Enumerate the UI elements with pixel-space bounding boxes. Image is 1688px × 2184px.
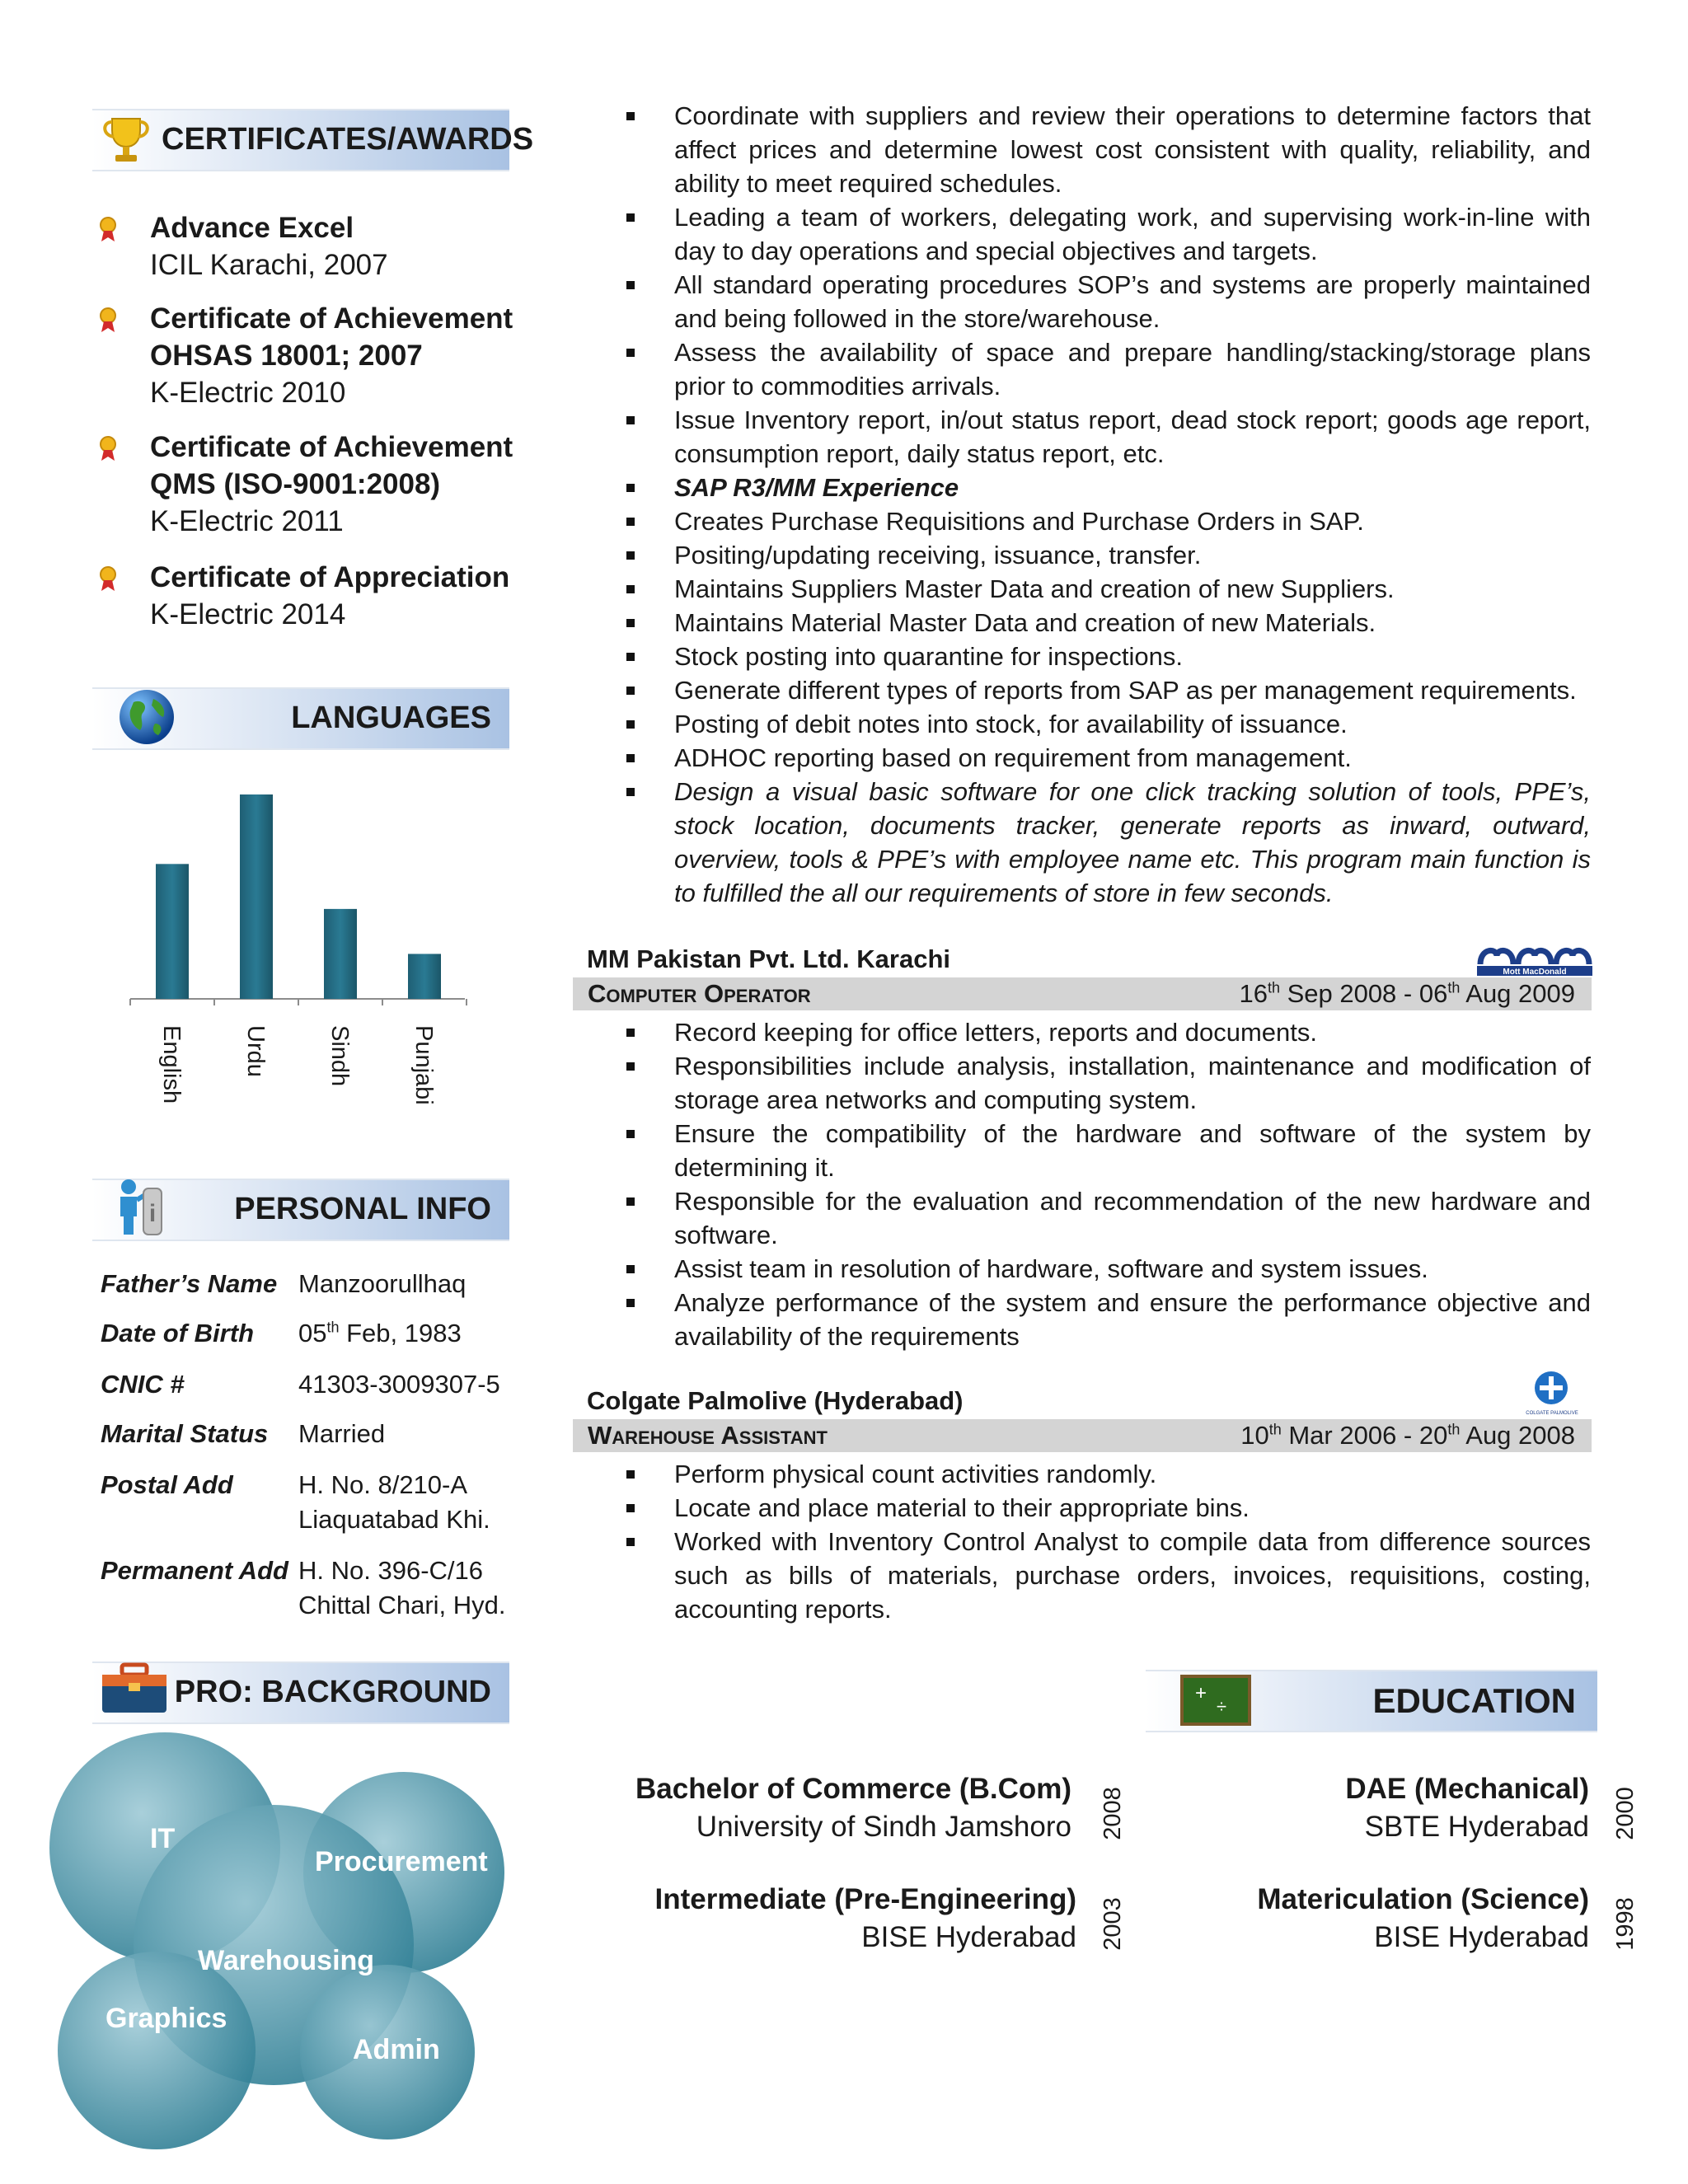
info-value: 41303-3009307-5 (298, 1370, 500, 1399)
bubble-label-procurement: Procurement (315, 1846, 488, 1877)
x-tick-label: Urdu (242, 1025, 269, 1077)
education-item (610, 1770, 1071, 1846)
bubble-label-graphics: Graphics (106, 2003, 227, 2034)
trophy-icon (97, 114, 155, 165)
education-year: 2000 (1611, 1787, 1639, 1840)
info-key: Permanent Add (101, 1556, 288, 1585)
certificate-issuer: ICIL Karachi, 2007 (150, 249, 388, 281)
globe-icon (117, 687, 176, 747)
job1-company: MM Pakistan Pvt. Ltd. Karachi (587, 944, 950, 973)
education-year: 2008 (1099, 1787, 1126, 1840)
info-value: Chittal Chari, Hyd. (298, 1591, 506, 1619)
list-item: Positing/updating receiving, issuance, transfer. (626, 538, 1591, 572)
certificate-title: Advance Excel (150, 212, 354, 244)
education-degree: Intermediate (Pre-Engineering) (654, 1883, 1076, 1915)
list-item: Coordinate with suppliers and review their operations to determine factors that affect prices and determine lowest cost consistent with quality, reliability, and ability to meet required schedules. (626, 99, 1591, 200)
chalkboard-icon (1180, 1675, 1251, 1726)
education-year: 1998 (1611, 1897, 1639, 1951)
bar-punjabi (408, 954, 441, 999)
info-value: 05th Feb, 1983 (298, 1319, 462, 1347)
medal-icon (97, 435, 119, 462)
certificates-header (92, 109, 534, 171)
personal-info-heading: PERSONAL INFO (234, 1192, 491, 1226)
info-value: Manzoorullhaq (298, 1269, 467, 1298)
info-key: CNIC # (101, 1370, 185, 1399)
education-degree: DAE (Mechanical) (1345, 1773, 1589, 1805)
certificate-issuer: K-Electric 2011 (150, 505, 344, 537)
list-item: Record keeping for office letters, reports and documents. (626, 1015, 1591, 1049)
job1-bar (573, 977, 1592, 1010)
job2-dates: 10th Mar 2006 - 20th Aug 2008 (1240, 1421, 1575, 1450)
certificate-item (97, 429, 526, 540)
medal-icon (97, 216, 119, 242)
certificate-title: Certificate of Achievement (150, 302, 513, 335)
education-item (615, 1881, 1076, 1957)
list-item: Perform physical count activities randomly. (626, 1457, 1591, 1491)
certificate-item (97, 559, 526, 633)
list-item: Responsibilities include analysis, installation, maintenance and modification of storage area networks and computing system. (626, 1049, 1591, 1117)
medal-icon (97, 565, 119, 592)
job1-responsibilities (626, 1015, 1591, 1353)
certificate-title: Certificate of Appreciation (150, 561, 510, 593)
job2-responsibilities (626, 1457, 1591, 1626)
list-item: Maintains Material Master Data and creation of new Materials. (626, 606, 1591, 640)
bubble-label-warehousing: Warehousing (198, 1945, 375, 1976)
list-item: Design a visual basic software for one click tracking solution of tools, PPE’s, stock location, documents tracker, generate reports as inward, outward, overview, tools & PPE’s with employee name etc. This program main function is to fulfilled the all our requirements of store in few seconds. (626, 775, 1591, 910)
responsibilities-list (626, 99, 1591, 910)
certificate-title: Certificate of Achievement (150, 431, 513, 463)
list-item: All standard operating procedures SOP’s and systems are properly maintained and being followed in the store/warehouse. (626, 268, 1591, 335)
info-value: H. No. 396-C/16 (298, 1556, 483, 1585)
bubble-label-it: IT (150, 1823, 176, 1854)
certificate-subtitle: QMS (ISO-9001:2008) (150, 468, 441, 500)
education-year: 2003 (1099, 1897, 1126, 1951)
education-institution: SBTE Hyderabad (1364, 1811, 1589, 1843)
bar-urdu (240, 794, 273, 999)
certificate-issuer: K-Electric 2010 (150, 377, 346, 409)
list-item: Generate different types of reports from SAP as per management requirements. (626, 673, 1591, 707)
info-key: Postal Add (101, 1470, 233, 1499)
bar-english (156, 864, 189, 999)
x-tick-label: Sindh (326, 1025, 353, 1087)
list-item: Ensure the compatibility of the hardware and software of the system by determining it. (626, 1117, 1591, 1184)
svg-text:COLGATE PALMOLIVE: COLGATE PALMOLIVE (1526, 1411, 1578, 1416)
toolbox-icon (99, 1661, 170, 1716)
list-item: Stock posting into quarantine for inspections. (626, 640, 1591, 673)
list-item: Issue Inventory report, in/out status report, dead stock report; goods age report, consumption report, daily status report, etc. (626, 403, 1591, 471)
certificate-item (97, 209, 526, 284)
certificates-heading: CERTIFICATES/AWARDS (162, 122, 534, 157)
list-item: SAP R3/MM Experience (626, 471, 1591, 504)
list-item: Creates Purchase Requisitions and Purchase Orders in SAP. (626, 504, 1591, 538)
education-item (1128, 1881, 1589, 1957)
svg-text:Mott MacDonald: Mott MacDonald (1503, 968, 1567, 976)
medal-icon (97, 307, 119, 333)
bubble-label-admin: Admin (353, 2034, 440, 2065)
info-value: Married (298, 1419, 386, 1448)
bar-sindh (324, 909, 357, 999)
list-item: Locate and place material to their appropriate bins. (626, 1491, 1591, 1525)
job1-role: Computer Operator (588, 979, 811, 1008)
education-institution: BISE Hyderabad (1374, 1921, 1589, 1953)
languages-chart (107, 783, 486, 1129)
colgate-palmolive-logo (1522, 1368, 1582, 1416)
job2-bar (573, 1419, 1592, 1452)
list-item: Assess the availability of space and prepare handling/stacking/storage plans prior to commodities arrivals. (626, 335, 1591, 403)
education-institution: BISE Hyderabad (861, 1921, 1076, 1953)
certificate-subtitle: OHSAS 18001; 2007 (150, 340, 423, 372)
education-degree: Bachelor of Commerce (B.Com) (635, 1773, 1071, 1805)
info-key: Marital Status (101, 1419, 269, 1448)
list-item: ADHOC reporting based on requirement from management. (626, 741, 1591, 775)
x-tick-label: English (158, 1025, 185, 1104)
job2-company: Colgate Palmolive (Hyderabad) (587, 1386, 964, 1415)
certificate-issuer: K-Electric 2014 (150, 598, 346, 630)
list-item: Responsible for the evaluation and recommendation of the new hardware and software. (626, 1184, 1591, 1252)
info-value: Liaquatabad Khi. (298, 1505, 490, 1534)
education-institution: University of Sindh Jamshoro (696, 1811, 1071, 1843)
mott-macdonald-logo (1477, 936, 1592, 976)
list-item: Maintains Suppliers Master Data and creation of new Suppliers. (626, 572, 1591, 606)
list-item: Analyze performance of the system and ensure the performance objective and availability of the requirements (626, 1286, 1591, 1353)
list-item: Posting of debit notes into stock, for availability of issuance. (626, 707, 1591, 741)
bubble-graphics (58, 1952, 256, 2149)
list-item: Leading a team of workers, delegating work, and supervising work-in-line with day to day operations and special objectives and targets. (626, 200, 1591, 268)
svg-text:i: i (148, 1200, 157, 1227)
x-tick-label: Punjabi (410, 1025, 437, 1105)
person-icon (109, 1175, 166, 1238)
education-heading: EDUCATION (1372, 1681, 1576, 1720)
education-item (1128, 1770, 1589, 1846)
list-item: Assist team in resolution of hardware, software and system issues. (626, 1252, 1591, 1286)
list-item: Worked with Inventory Control Analyst to compile data from difference sources such as bills of materials, purchase orders, invoices, requisitions, costing, accounting reports. (626, 1525, 1591, 1626)
info-value: H. No. 8/210-A (298, 1470, 468, 1499)
pro-background-heading: PRO: BACKGROUND (174, 1675, 491, 1709)
info-key: Date of Birth (101, 1319, 254, 1347)
svg-text:+: + (1195, 1682, 1207, 1704)
info-key: Father’s Name (101, 1269, 278, 1298)
job2-role: Warehouse Assistant (588, 1421, 828, 1450)
education-degree: Matericulation (Science) (1257, 1883, 1589, 1915)
certificate-item (97, 300, 526, 411)
languages-heading: LANGUAGES (291, 701, 491, 735)
job1-dates: 16th Sep 2008 - 06th Aug 2009 (1239, 979, 1575, 1008)
svg-text:÷: ÷ (1217, 1696, 1227, 1717)
